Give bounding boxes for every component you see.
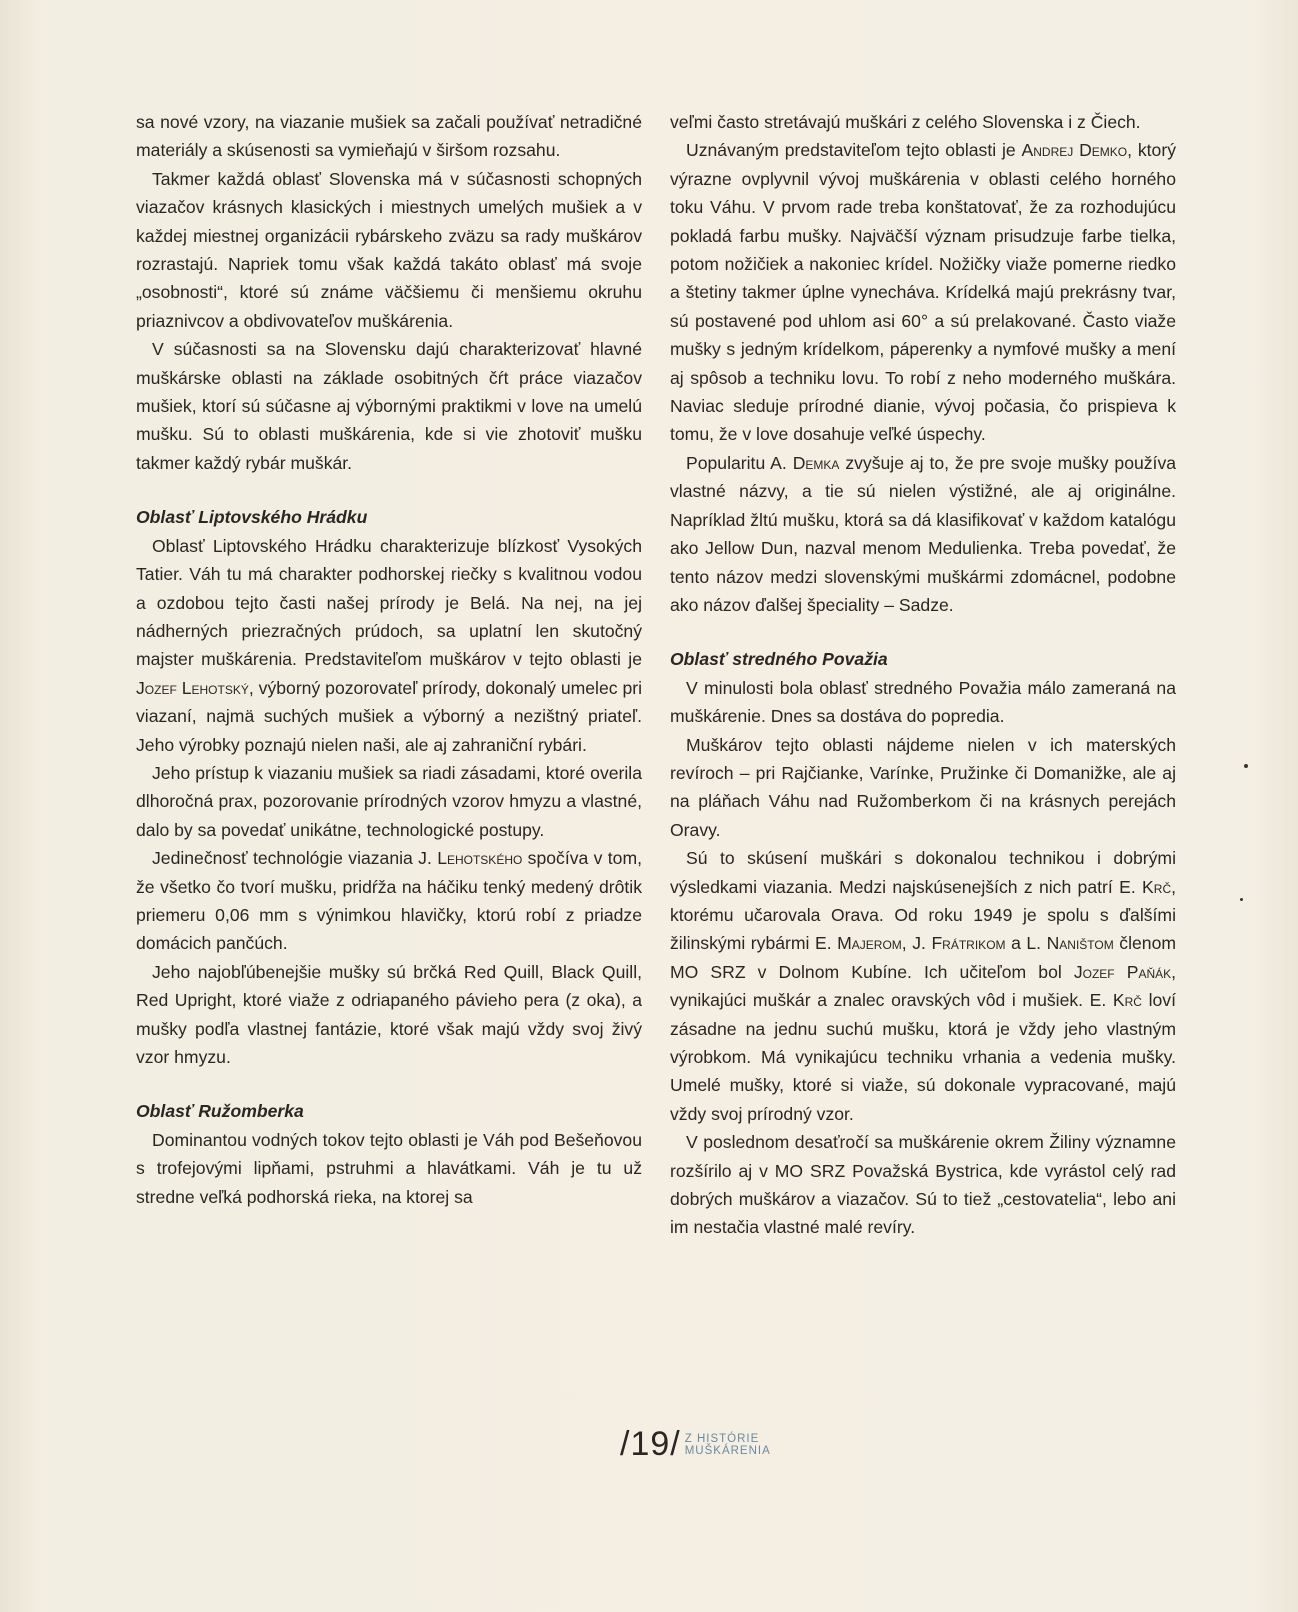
section-label-line: Z HISTÓRIE [684, 1432, 760, 1445]
paragraph [136, 844, 642, 958]
paragraph: Jeho najobľúbenejšie mušky sú brčká Red Quill, Black Quill, Red Upright, ktoré viaže z odriapaného pávieho pera (z oka), a mušky podľa vlastnej fantázie, ktoré však majú vždy svoj živý vzor hmyzu. [136, 961, 642, 1067]
person-name: Demka [792, 452, 840, 473]
paragraph: V poslednom desaťročí sa muškárenie okrem Žiliny významne rozšírilo aj v MO SRZ Považská Bystrica, kde vyrástol celý rad dobrých muškárov a viazačov. Sú to tiež „cestovatelia“, lebo ani im nestačia vlastné malé revíry. [670, 1132, 1176, 1238]
text-run: spočíva v tom, že všetko čo tvorí mušku, pridŕža na háčiku tenký medený drôtik priemeru 0,06 mm s výnimkou hlavičky, ktorú robí z priadze domácich pančúch. [136, 848, 642, 954]
text-run: Sú to skúsení muškári s dokonalou technikou i dobrými výsledkami viazania. Medzi najskúsenejších z nich patrí E. [670, 848, 1176, 897]
right-column [670, 108, 1176, 1242]
left-column [136, 108, 642, 1211]
text-run: Popularitu A. [686, 452, 787, 473]
page-number: /19/ [620, 1425, 681, 1463]
text-run: vynikajúci muškár a znalec oravských vôd i mušiek. E. [670, 990, 1107, 1011]
paragraph [670, 844, 1176, 1128]
text-run: Oblasť Liptovského Hrádku charakterizuje blízkosť Vysokých Tatier. Váh tu má charakter podhorskej riečky s kvalitnou vodou a ozdobou tejto časti našej prírody je Belá. Na nej, na jej nádherných priezračných prúdoch, sa uplatní len skutočný majster muškárenia. Predstaviteľom muškárov v tejto oblasti je [136, 535, 642, 670]
person-name: Krč, [1142, 876, 1177, 897]
print-speck [1240, 898, 1243, 901]
text-run: loví zásadne na jednu suchú mušku, ktorá je vždy jeho vlastným výrobkom. Má vynikajúcu techniku vrhania a vedenia mušky. Umelé mušky, ktoré si viaže, sú dokonale vypracované, majú vždy svoj prírodný vzor. [670, 990, 1176, 1124]
text-run: ktorému učarovala Orava. Od roku 1949 je spolu s ďalšími žilinskými rybármi E. [670, 904, 1176, 954]
person-name: Jozef Lehotský, [136, 677, 254, 698]
section-heading: Oblasť Ružomberka [136, 1101, 304, 1122]
text-run: členom MO SRZ v Dolnom Kubíne. Ich učiteľom bol [670, 933, 1177, 982]
page-footer [620, 1425, 771, 1464]
text-run: výborný pozorovateľ prírody, dokonalý umelec pri viazaní, najmä suchých mušiek a výborný a nezištný priateľ. Jeho výrobky poznajú nielen naši, ale aj zahraniční rybári. [136, 677, 643, 755]
person-name: Naništom [1046, 933, 1114, 954]
paragraph [670, 449, 1176, 619]
text-run: Jedinečnosť technológie viazania J. [152, 848, 432, 869]
paragraph: V minulosti bola oblasť stredného Považia málo zameraná na muškárenie. Dnes sa dostáva do popredia. [670, 677, 1176, 727]
person-name: Majerom, [837, 933, 907, 954]
person-name: Jozef Paňák, [1073, 961, 1177, 982]
paragraph: Dominantou vodných tokov tejto oblasti je Váh pod Bešeňovou s trofejovými lipňami, pstruhmi a hlavátkami. Váh je tu už stredne veľká podhorská rieka, na ktorej sa [136, 1129, 642, 1207]
text-run: ktorý výrazne ovplyvnil vývoj muškárenia v oblasti celého horného toku Váhu. V prvom rade treba konštatovať, že za rozhodujúcu pokladá farbu mušky. Najväčší význam prisudzuje farbe tielka, potom nožičiek a nakoniec krídel. Nožičky viaže pomerne riedko a štetiny takmer úplne vynecháva. Krídelká majú prekrásny tvar, sú postavené pod uhlom asi 60° a sú prelakované. Často viaže mušky s jedným krídelkom, páperenky a nymfové mušky a mení aj spôsob a techniku lovu. To robí z neho moderného muškára. Naviac sleduje prírodné dianie, vývoj počasia, čo prispieva k tomu, že v love dosahuje veľké úspechy. [670, 140, 1177, 445]
section-label-line: MUŠKÁRENIA [684, 1444, 771, 1457]
paragraph: sa nové vzory, na viazanie mušiek sa začali používať netradičné materiály a skúsenosti sa vymieňajú v širšom rozsahu. [136, 112, 642, 161]
text-run: a L. [1011, 933, 1042, 954]
text-run: zvyšuje aj to, že pre svoje mušky používa vlastné názvy, a tie sú nielen výstižné, ale aj originálne. Napríklad žltú mušku, ktorá sa dá klasifikovať v každom katalógu ako Jellow Dun, nazval menom Medulienka. Treba povedať, že tento názov medzi slovenskými muškármi zdomácnel, podobne ako názov ďalšej špeciality – Sadze. [670, 452, 1177, 615]
paragraph: veľmi často stretávajú muškári z celého Slovenska i z Čiech. [670, 112, 1141, 132]
person-name: Lehotského [437, 848, 523, 869]
paragraph: V súčasnosti sa na Slovensku dajú charakterizovať hlavné muškárske oblasti na základe osobitných čŕt práce viazačov mušiek, ktorí sú súčasne aj výbornými praktikmi v love na umelú mušku. Sú to oblasti muškárenia, kde si vie zhotoviť mušku takmer každý rybár muškár. [136, 339, 642, 473]
paragraph: Muškárov tejto oblasti nájdeme nielen v ich materských revíroch – pri Rajčianke, Varínke, Pružinke či Domanižke, ale aj na pláňach Váhu nad Ružomberkom či na krásnych perejách Oravy. [670, 734, 1176, 840]
person-name: Andrej Demko, [1021, 140, 1133, 161]
text-run: Uznávaným predstaviteľom tejto oblasti je [686, 140, 1016, 161]
section-heading: Oblasť Liptovského Hrádku [136, 507, 368, 528]
paragraph [670, 136, 1176, 448]
paragraph [136, 532, 642, 759]
section-heading: Oblasť stredného Považia [670, 649, 888, 670]
section-label [685, 1433, 771, 1457]
print-speck [1244, 764, 1248, 768]
person-name: Krč [1112, 990, 1142, 1011]
person-name: Frátrikom [931, 933, 1006, 954]
paragraph: Jeho prístup k viazaniu mušiek sa riadi zásadami, ktoré overila dlhoročná prax, pozorovanie prírodných vzorov hmyzu a vlastné, dalo by sa povedať unikátne, technologické postupy. [136, 762, 642, 840]
text-run: J. [912, 933, 926, 954]
paragraph: Takmer každá oblasť Slovenska má v súčasnosti schopných viazačov krásnych klasických i miestnych umelých mušiek a v každej miestnej organizácii rybárskeho zväzu sa rady muškárov rozrastajú. Napriek tomu však každá takáto oblasť má svoje „osobnosti“, ktoré sú známe väčšiemu či menšiemu okruhu priaznivcov a obdivovateľov muškárenia. [136, 168, 642, 331]
